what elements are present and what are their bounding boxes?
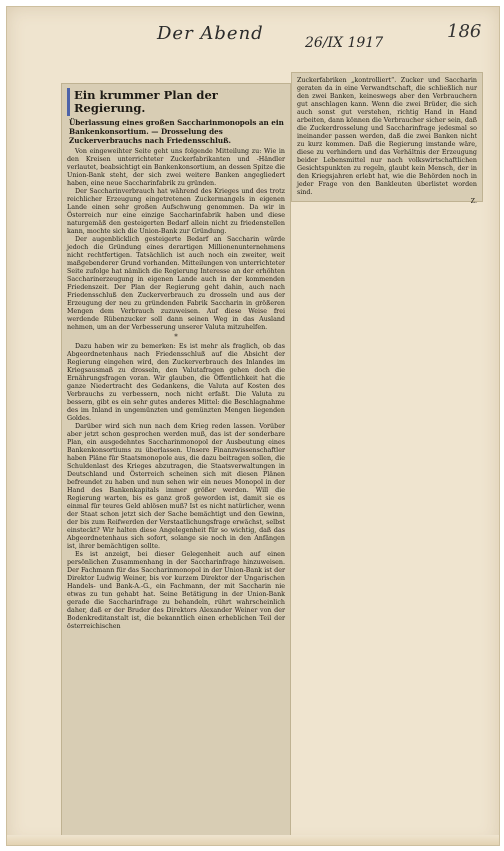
- article-paragraph: Der Saccharinverbrauch hat während des Krieges und des trotz reichlicher Erzeugung eingetretenen Zuckermangels in eigenen Lande einen sehr großen Aufschwung genommen. Da wir in Österreich nur eine einzige Saccharinfabrik haben und diese naturgemäß den gesteigerten Bedarf allein nicht zu friedenstellen kann, mochte sich die Union-Bank zur Gründung.: [67, 188, 285, 235]
- article-paragraph: Der augenblicklich gesteigerte Bedarf an Saccharin würde jedoch die Gründung eines derartigen Millionenunternehmens nicht rechtfertigen. Tatsächlich ist auch noch ein zweiter, weit maßgebenderer Grund vorhanden. Mitteilungen von unterrichteter Seite zufolge hat nämlich die Regierung Interesse an der erhöhten Saccharinerzeugung in eigenen Lande auch in der kommenden Friedenszeit. Der Plan der Regierung geht dahin, auch nach Friedensschluß den Zuckerverbrauch zu drosseln und aus der Erzeugung der neu zu gründenden Fabrik Saccharin in größeren Mengen dem Verbrauch zuzuweisen. Auf diese Weise frei werdende Rübenzucker soll dann seinen Weg in das Ausland nehmen, um an der Verbesserung unserer Valuta mitzuhelfen.: [67, 236, 285, 331]
- article-column-right: [297, 77, 477, 205]
- archive-sheet: [6, 6, 500, 846]
- handwritten-newspaper-title: Der Abend: [157, 23, 264, 44]
- article-headline: Ein krummer Plan der Regierung.: [67, 88, 285, 116]
- article-column-left: [67, 88, 285, 836]
- handwritten-page-number: 186: [447, 21, 482, 42]
- article-paragraph: Es ist anzeigt, bei dieser Gelegenheit auch auf einen persönlichen Zusammenhang in der Saccharinfrage hinzuweisen. Der Fachmann für das Saccharinmonopol in der Union-Bank ist der Direktor Ludwig Weiner, bis vor kurzem Direktor der Ungarischen Handels- und Bank-A.-G., ein Fachmann, der mit Saccharin nie etwas zu tun gehabt hat. Seine Betätigung in der Union-Bank gerade die Saccharinfrage zu behandeln, rührt wahrscheinlich daher, daß er der Bruder des Direktors Alexander Weiner von der Bodenkreditanstalt ist, die bekanntlich einen erheblichen Teil der österreichischen: [67, 551, 285, 630]
- article-paragraph: Dazu haben wir zu bemerken: Es ist mehr als fraglich, ob das Abgeordnetenhaus nach Friedensschluß auf die Absicht der Regierung eingehen wird, den Zuckerverbrauch des Inlandes im Kriegsausmaß zu drosseln, den Valutafragen gehen doch die Ernährungsfragen voran. Wir glauben, die Öffentlichkeit hat die ganze Niedertracht des Gedankens, die Valuta auf Kosten des Verbrauchs zu verbessern, noch nicht erfaßt. Die Valuta zu bessern, gibt es ein sehr gutes anderes Mittel: die Beschlagnahme des im Inland in ungemünzten und gemünzten Mengen liegenden Goldes.: [67, 343, 285, 422]
- newspaper-clipping-main: [62, 84, 290, 840]
- newspaper-clipping-continuation: [292, 73, 482, 205]
- article-signature: Z.: [470, 198, 477, 205]
- article-paragraph: Darüber wird sich nun nach dem Krieg reden lassen. Vorüber aber jetzt schon gesprochen werden muß, das ist der sonderbare Plan, ein ausgedehntes Saccharinmonopol der Ausbeutung eines Bankenkonsortiums zu überlassen. Unsere Finanzwissenschaftler haben Pläne für Staatsmonopole aus, die dazu beitragen sollen, die Schuldenlast des Krieges abzutragen, die Staatsverwaltungen in Deutschland und Österreich scheinen sich mit diesen Plänen befreundet zu haben und nun sehen wir ein neues Monopol in der Hand des Bankenkapitals immer größer werden. Will die Regierung warten, bis es ganz groß geworden ist, damit sie es einmal für teures Geld ablösen muß? Ist es nicht natürlicher, wenn der Staat schon jetzt sich der Sache bemächtigt und den Gewinn, der bis zum Reifwerden der Verstaatlichungsfrage erwächst, selbst einsteckt? Wir halten diese Angelegenheit für so wichtig, daß das Abgeordnetenhaus sich sofort, solange sie noch in den Anfängen ist, ihrer bemächtigen sollte.: [67, 423, 285, 550]
- article-subheadline: Überlassung eines großen Saccharinmonopols an ein Bankenkonsortium. — Drosselung des Zuckerverbrauchs nach Friedensschluß.: [69, 118, 284, 145]
- article-paragraph: Zuckerfabriken „kontrolliert“. Zucker und Saccharin geraten da in eine Verwandtschaft, die schließlich nur den zwei Banken, keineswegs aber den Verbrauchern gut anschlagen kann. Wenn die zwei Brüder, die sich auch sonst gut verstehen, richtig Hand in Hand arbeiten, dann können die Verbraucher sicher sein, daß die Zuckerdrosselung und Saccharinfrage jedesmal so ineinander passen werden, daß die zwei Banken nicht zu kurz kommen. Daß die Regierung imstande wäre, diese zu verhindern und das Verhältnis der Erzeugung beider Lebensmittel nur nach volkswirtschaftlichen Gesichtspunkten zu regeln, glaubt kein Mensch, der in den Kriegsjahren erlebt hat, wie die Behörden noch in jeder Frage von den Bankleuten überlistet worden sind.: [297, 77, 477, 196]
- handwritten-date: 26/IX 1917: [305, 35, 384, 51]
- section-divider: *: [174, 333, 178, 341]
- article-paragraph: Von eingeweihter Seite geht uns folgende Mitteilung zu: Wie in den Kreisen unterrichteter Zuckerfabrikanten und -Händler verlautet, beabsichtigt ein Bankenkonsortium, an dessen Spitze die Union-Bank steht, der sich zwei weitere Banken angegliedert haben, eine neue Saccharinfabrik zu gründen.: [67, 148, 285, 187]
